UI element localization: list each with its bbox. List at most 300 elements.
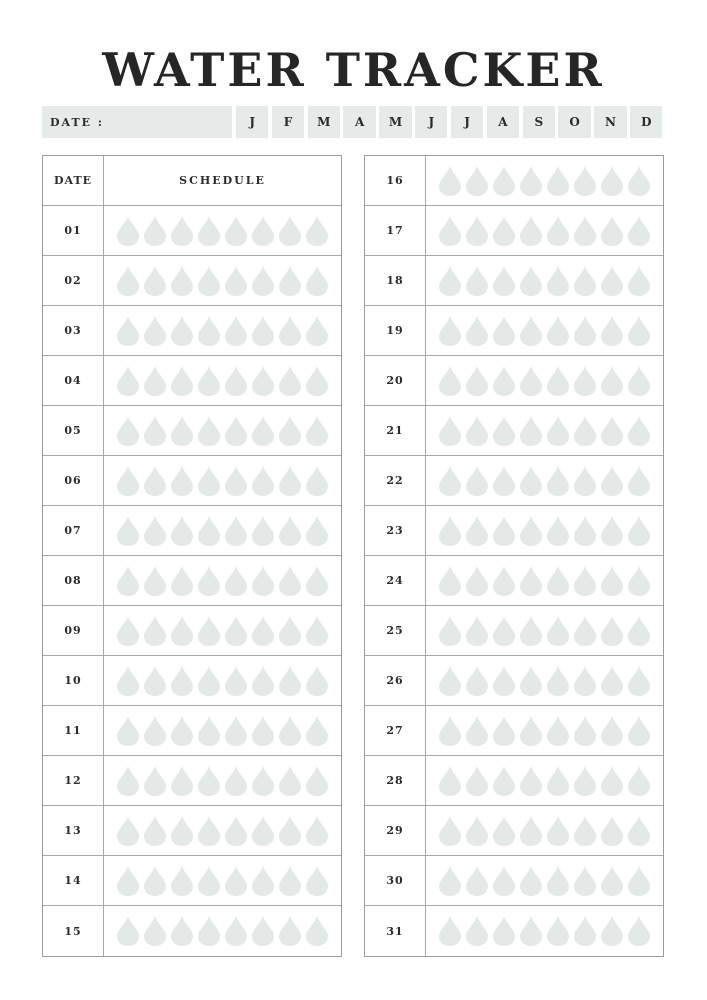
water-drop-icon[interactable]	[491, 565, 517, 597]
water-drop-icon[interactable]	[115, 765, 141, 797]
water-drop-icon[interactable]	[518, 215, 544, 247]
water-drop-icon[interactable]	[250, 365, 276, 397]
water-drop-icon[interactable]	[572, 915, 598, 947]
day-number: 02	[43, 256, 104, 305]
water-drop-icon[interactable]	[115, 915, 141, 947]
water-drop-icon[interactable]	[115, 865, 141, 897]
month-cell[interactable]: M	[308, 106, 340, 138]
water-drop-icon[interactable]	[518, 665, 544, 697]
water-drop-icon[interactable]	[626, 715, 652, 747]
month-cell[interactable]: N	[594, 106, 626, 138]
water-drop-icon[interactable]	[142, 315, 168, 347]
water-drop-icon[interactable]	[277, 415, 303, 447]
water-drop-icon[interactable]	[464, 715, 490, 747]
water-drop-icon[interactable]	[437, 565, 463, 597]
water-drop-icon[interactable]	[518, 815, 544, 847]
day-number: 28	[365, 756, 426, 805]
water-drop-icon[interactable]	[545, 515, 571, 547]
water-drop-icon[interactable]	[599, 465, 625, 497]
water-drop-icon[interactable]	[196, 715, 222, 747]
water-drop-icon[interactable]	[626, 315, 652, 347]
water-drop-icon[interactable]	[277, 765, 303, 797]
water-drop-icon[interactable]	[437, 415, 463, 447]
day-number: 04	[43, 356, 104, 405]
water-drop-icon[interactable]	[599, 865, 625, 897]
water-drop-icon[interactable]	[169, 315, 195, 347]
water-drop-icon[interactable]	[626, 865, 652, 897]
water-drop-icon[interactable]	[599, 265, 625, 297]
water-drop-icon[interactable]	[437, 665, 463, 697]
water-drop-icon[interactable]	[599, 765, 625, 797]
water-drop-icon[interactable]	[626, 665, 652, 697]
water-drop-icon[interactable]	[437, 765, 463, 797]
water-drop-icon[interactable]	[518, 615, 544, 647]
water-drop-icon[interactable]	[250, 665, 276, 697]
water-drop-icon[interactable]	[437, 465, 463, 497]
drop-schedule	[104, 356, 341, 405]
water-drop-icon[interactable]	[304, 515, 330, 547]
water-drop-icon[interactable]	[196, 265, 222, 297]
water-drop-icon[interactable]	[599, 565, 625, 597]
drop-schedule	[426, 856, 663, 905]
water-drop-icon[interactable]	[545, 265, 571, 297]
water-drop-icon[interactable]	[599, 315, 625, 347]
water-drop-icon[interactable]	[491, 765, 517, 797]
water-drop-icon[interactable]	[572, 415, 598, 447]
water-drop-icon[interactable]	[115, 415, 141, 447]
water-drop-icon[interactable]	[599, 665, 625, 697]
water-drop-icon[interactable]	[437, 865, 463, 897]
day-row	[43, 656, 341, 706]
month-cell[interactable]: A	[487, 106, 519, 138]
water-drop-icon[interactable]	[491, 515, 517, 547]
water-drop-icon[interactable]	[277, 615, 303, 647]
water-drop-icon[interactable]	[142, 465, 168, 497]
water-drop-icon[interactable]	[277, 215, 303, 247]
water-drop-icon[interactable]	[142, 815, 168, 847]
water-drop-icon[interactable]	[572, 315, 598, 347]
water-drop-icon[interactable]	[115, 365, 141, 397]
drop-schedule	[104, 656, 341, 705]
day-row	[43, 356, 341, 406]
day-row	[365, 756, 663, 806]
water-drop-icon[interactable]	[115, 265, 141, 297]
water-drop-icon[interactable]	[169, 215, 195, 247]
water-drop-icon[interactable]	[572, 465, 598, 497]
water-drop-icon[interactable]	[250, 565, 276, 597]
water-drop-icon[interactable]	[518, 865, 544, 897]
water-drop-icon[interactable]	[626, 765, 652, 797]
water-drop-icon[interactable]	[250, 215, 276, 247]
water-drop-icon[interactable]	[250, 515, 276, 547]
drop-schedule	[426, 156, 663, 205]
water-drop-icon[interactable]	[545, 615, 571, 647]
water-drop-icon[interactable]	[491, 715, 517, 747]
month-selector	[236, 106, 666, 138]
water-drop-icon[interactable]	[518, 265, 544, 297]
water-drop-icon[interactable]	[169, 715, 195, 747]
water-drop-icon[interactable]	[572, 265, 598, 297]
day-row	[43, 606, 341, 656]
day-row	[365, 656, 663, 706]
month-cell[interactable]: O	[558, 106, 590, 138]
water-drop-icon[interactable]	[599, 915, 625, 947]
water-drop-icon[interactable]	[518, 165, 544, 197]
water-drop-icon[interactable]	[464, 565, 490, 597]
month-cell[interactable]: M	[379, 106, 411, 138]
month-cell[interactable]: F	[272, 106, 304, 138]
tracker-table-left	[42, 155, 342, 957]
water-drop-icon[interactable]	[545, 665, 571, 697]
water-drop-icon[interactable]	[142, 915, 168, 947]
water-drop-icon[interactable]	[626, 565, 652, 597]
water-drop-icon[interactable]	[223, 465, 249, 497]
water-drop-icon[interactable]	[169, 665, 195, 697]
water-drop-icon[interactable]	[491, 365, 517, 397]
water-drop-icon[interactable]	[277, 465, 303, 497]
water-drop-icon[interactable]	[115, 215, 141, 247]
water-drop-icon[interactable]	[572, 565, 598, 597]
water-drop-icon[interactable]	[142, 365, 168, 397]
water-drop-icon[interactable]	[196, 315, 222, 347]
drop-schedule	[426, 606, 663, 655]
water-drop-icon[interactable]	[115, 315, 141, 347]
month-cell[interactable]: S	[523, 106, 555, 138]
water-drop-icon[interactable]	[437, 815, 463, 847]
water-drop-icon[interactable]	[464, 915, 490, 947]
water-drop-icon[interactable]	[142, 865, 168, 897]
water-drop-icon[interactable]	[196, 765, 222, 797]
water-drop-icon[interactable]	[223, 365, 249, 397]
water-drop-icon[interactable]	[545, 315, 571, 347]
water-drop-icon[interactable]	[464, 165, 490, 197]
day-row	[365, 456, 663, 506]
water-drop-icon[interactable]	[223, 915, 249, 947]
water-drop-icon[interactable]	[277, 915, 303, 947]
water-drop-icon[interactable]	[491, 615, 517, 647]
water-drop-icon[interactable]	[250, 465, 276, 497]
water-drop-icon[interactable]	[599, 715, 625, 747]
water-drop-icon[interactable]	[545, 915, 571, 947]
water-drop-icon[interactable]	[169, 815, 195, 847]
water-drop-icon[interactable]	[115, 465, 141, 497]
water-drop-icon[interactable]	[115, 565, 141, 597]
water-drop-icon[interactable]	[115, 665, 141, 697]
water-drop-icon[interactable]	[223, 665, 249, 697]
water-drop-icon[interactable]	[599, 415, 625, 447]
water-drop-icon[interactable]	[142, 215, 168, 247]
water-drop-icon[interactable]	[464, 865, 490, 897]
water-drop-icon[interactable]	[491, 315, 517, 347]
day-row	[43, 806, 341, 856]
water-drop-icon[interactable]	[572, 815, 598, 847]
water-drop-icon[interactable]	[142, 265, 168, 297]
water-drop-icon[interactable]	[304, 815, 330, 847]
water-drop-icon[interactable]	[196, 565, 222, 597]
water-drop-icon[interactable]	[518, 765, 544, 797]
water-drop-icon[interactable]	[115, 615, 141, 647]
water-drop-icon[interactable]	[626, 615, 652, 647]
water-drop-icon[interactable]	[518, 515, 544, 547]
water-drop-icon[interactable]	[464, 815, 490, 847]
water-drop-icon[interactable]	[277, 365, 303, 397]
water-drop-icon[interactable]	[169, 515, 195, 547]
water-drop-icon[interactable]	[572, 615, 598, 647]
water-drop-icon[interactable]	[196, 665, 222, 697]
water-drop-icon[interactable]	[304, 465, 330, 497]
water-drop-icon[interactable]	[518, 415, 544, 447]
water-drop-icon[interactable]	[304, 365, 330, 397]
water-drop-icon[interactable]	[169, 365, 195, 397]
water-drop-icon[interactable]	[545, 565, 571, 597]
water-drop-icon[interactable]	[626, 515, 652, 547]
water-drop-icon[interactable]	[572, 715, 598, 747]
water-drop-icon[interactable]	[491, 165, 517, 197]
water-drop-icon[interactable]	[518, 715, 544, 747]
water-drop-icon[interactable]	[223, 715, 249, 747]
month-cell[interactable]: J	[236, 106, 268, 138]
day-number: 12	[43, 756, 104, 805]
water-drop-icon[interactable]	[572, 765, 598, 797]
water-drop-icon[interactable]	[545, 165, 571, 197]
drop-schedule	[104, 306, 341, 355]
water-drop-icon[interactable]	[169, 615, 195, 647]
water-drop-icon[interactable]	[169, 915, 195, 947]
day-row	[43, 306, 341, 356]
water-drop-icon[interactable]	[572, 865, 598, 897]
water-drop-icon[interactable]	[115, 715, 141, 747]
drop-schedule	[426, 756, 663, 805]
water-drop-icon[interactable]	[437, 615, 463, 647]
water-drop-icon[interactable]	[626, 815, 652, 847]
water-drop-icon[interactable]	[599, 365, 625, 397]
water-drop-icon[interactable]	[545, 465, 571, 497]
water-drop-icon[interactable]	[223, 265, 249, 297]
water-drop-icon[interactable]	[437, 915, 463, 947]
day-row	[43, 256, 341, 306]
water-drop-icon[interactable]	[572, 515, 598, 547]
water-drop-icon[interactable]	[250, 765, 276, 797]
water-drop-icon[interactable]	[464, 415, 490, 447]
water-drop-icon[interactable]	[518, 315, 544, 347]
water-drop-icon[interactable]	[304, 765, 330, 797]
date-field[interactable]	[42, 106, 232, 138]
water-drop-icon[interactable]	[223, 515, 249, 547]
water-drop-icon[interactable]	[250, 615, 276, 647]
water-drop-icon[interactable]	[437, 715, 463, 747]
water-drop-icon[interactable]	[464, 615, 490, 647]
water-drop-icon[interactable]	[304, 615, 330, 647]
date-label: DATE :	[50, 115, 104, 129]
water-drop-icon[interactable]	[223, 865, 249, 897]
water-drop-icon[interactable]	[491, 915, 517, 947]
water-drop-icon[interactable]	[545, 715, 571, 747]
water-drop-icon[interactable]	[518, 465, 544, 497]
water-drop-icon[interactable]	[196, 215, 222, 247]
water-drop-icon[interactable]	[196, 815, 222, 847]
water-drop-icon[interactable]	[491, 815, 517, 847]
water-drop-icon[interactable]	[169, 465, 195, 497]
water-drop-icon[interactable]	[142, 565, 168, 597]
water-drop-icon[interactable]	[277, 715, 303, 747]
water-drop-icon[interactable]	[196, 415, 222, 447]
water-drop-icon[interactable]	[250, 415, 276, 447]
water-drop-icon[interactable]	[518, 565, 544, 597]
water-drop-icon[interactable]	[491, 265, 517, 297]
day-number: 19	[365, 306, 426, 355]
water-drop-icon[interactable]	[142, 665, 168, 697]
day-row	[365, 356, 663, 406]
water-drop-icon[interactable]	[599, 165, 625, 197]
water-drop-icon[interactable]	[304, 265, 330, 297]
day-row	[365, 256, 663, 306]
water-drop-icon[interactable]	[277, 665, 303, 697]
water-drop-icon[interactable]	[437, 315, 463, 347]
water-drop-icon[interactable]	[464, 315, 490, 347]
water-drop-icon[interactable]	[545, 815, 571, 847]
water-drop-icon[interactable]	[464, 465, 490, 497]
water-drop-icon[interactable]	[545, 865, 571, 897]
water-drop-icon[interactable]	[196, 615, 222, 647]
water-drop-icon[interactable]	[626, 465, 652, 497]
water-drop-icon[interactable]	[277, 815, 303, 847]
day-number: 06	[43, 456, 104, 505]
water-drop-icon[interactable]	[304, 565, 330, 597]
water-drop-icon[interactable]	[626, 365, 652, 397]
water-drop-icon[interactable]	[196, 465, 222, 497]
water-drop-icon[interactable]	[464, 265, 490, 297]
water-drop-icon[interactable]	[304, 665, 330, 697]
water-drop-icon[interactable]	[545, 765, 571, 797]
water-drop-icon[interactable]	[572, 365, 598, 397]
water-drop-icon[interactable]	[304, 915, 330, 947]
day-number: 31	[365, 906, 426, 956]
day-number: 21	[365, 406, 426, 455]
water-drop-icon[interactable]	[572, 215, 598, 247]
day-number: 23	[365, 506, 426, 555]
water-drop-icon[interactable]	[545, 415, 571, 447]
water-drop-icon[interactable]	[491, 215, 517, 247]
water-drop-icon[interactable]	[223, 415, 249, 447]
water-drop-icon[interactable]	[277, 865, 303, 897]
water-drop-icon[interactable]	[304, 865, 330, 897]
water-drop-icon[interactable]	[277, 315, 303, 347]
water-drop-icon[interactable]	[518, 915, 544, 947]
month-cell[interactable]: J	[415, 106, 447, 138]
water-drop-icon[interactable]	[250, 315, 276, 347]
water-drop-icon[interactable]	[626, 415, 652, 447]
water-drop-icon[interactable]	[250, 715, 276, 747]
water-drop-icon[interactable]	[304, 715, 330, 747]
water-drop-icon[interactable]	[437, 265, 463, 297]
water-drop-icon[interactable]	[491, 415, 517, 447]
date-column-header: DATE	[43, 156, 104, 205]
water-drop-icon[interactable]	[437, 365, 463, 397]
water-drop-icon[interactable]	[464, 515, 490, 547]
water-drop-icon[interactable]	[464, 665, 490, 697]
water-drop-icon[interactable]	[142, 515, 168, 547]
water-drop-icon[interactable]	[491, 665, 517, 697]
water-drop-icon[interactable]	[250, 915, 276, 947]
water-drop-icon[interactable]	[169, 865, 195, 897]
water-drop-icon[interactable]	[599, 515, 625, 547]
water-drop-icon[interactable]	[223, 565, 249, 597]
drop-schedule	[104, 906, 341, 956]
water-drop-icon[interactable]	[491, 865, 517, 897]
water-drop-icon[interactable]	[464, 365, 490, 397]
day-number: 30	[365, 856, 426, 905]
water-drop-icon[interactable]	[277, 515, 303, 547]
water-drop-icon[interactable]	[599, 215, 625, 247]
water-drop-icon[interactable]	[142, 765, 168, 797]
water-drop-icon[interactable]	[277, 265, 303, 297]
water-drop-icon[interactable]	[223, 215, 249, 247]
water-drop-icon[interactable]	[464, 215, 490, 247]
water-drop-icon[interactable]	[626, 215, 652, 247]
water-drop-icon[interactable]	[491, 465, 517, 497]
day-row	[43, 856, 341, 906]
water-drop-icon[interactable]	[599, 815, 625, 847]
water-drop-icon[interactable]	[545, 215, 571, 247]
water-drop-icon[interactable]	[196, 865, 222, 897]
water-drop-icon[interactable]	[572, 665, 598, 697]
drop-schedule	[104, 756, 341, 805]
water-drop-icon[interactable]	[169, 265, 195, 297]
water-drop-icon[interactable]	[437, 515, 463, 547]
water-drop-icon[interactable]	[250, 265, 276, 297]
water-drop-icon[interactable]	[572, 165, 598, 197]
water-drop-icon[interactable]	[518, 365, 544, 397]
water-drop-icon[interactable]	[115, 515, 141, 547]
water-drop-icon[interactable]	[196, 365, 222, 397]
drop-schedule	[104, 256, 341, 305]
day-number: 22	[365, 456, 426, 505]
water-drop-icon[interactable]	[304, 215, 330, 247]
water-drop-icon[interactable]	[142, 615, 168, 647]
day-row	[43, 406, 341, 456]
water-drop-icon[interactable]	[169, 765, 195, 797]
water-drop-icon[interactable]	[196, 515, 222, 547]
water-drop-icon[interactable]	[223, 815, 249, 847]
month-cell[interactable]: D	[630, 106, 662, 138]
water-drop-icon[interactable]	[142, 415, 168, 447]
water-drop-icon[interactable]	[304, 315, 330, 347]
water-drop-icon[interactable]	[437, 165, 463, 197]
water-drop-icon[interactable]	[277, 565, 303, 597]
water-drop-icon[interactable]	[250, 815, 276, 847]
water-drop-icon[interactable]	[626, 165, 652, 197]
water-drop-icon[interactable]	[223, 615, 249, 647]
month-cell[interactable]: J	[451, 106, 483, 138]
water-drop-icon[interactable]	[142, 715, 168, 747]
water-drop-icon[interactable]	[196, 915, 222, 947]
water-drop-icon[interactable]	[599, 615, 625, 647]
water-drop-icon[interactable]	[437, 215, 463, 247]
water-drop-icon[interactable]	[223, 765, 249, 797]
water-drop-icon[interactable]	[169, 565, 195, 597]
water-drop-icon[interactable]	[545, 365, 571, 397]
water-drop-icon[interactable]	[626, 265, 652, 297]
water-drop-icon[interactable]	[464, 765, 490, 797]
water-drop-icon[interactable]	[304, 415, 330, 447]
month-cell[interactable]: A	[343, 106, 375, 138]
water-drop-icon[interactable]	[250, 865, 276, 897]
water-drop-icon[interactable]	[169, 415, 195, 447]
water-drop-icon[interactable]	[223, 315, 249, 347]
day-number: 13	[43, 806, 104, 855]
water-drop-icon[interactable]	[115, 815, 141, 847]
water-drop-icon[interactable]	[626, 915, 652, 947]
